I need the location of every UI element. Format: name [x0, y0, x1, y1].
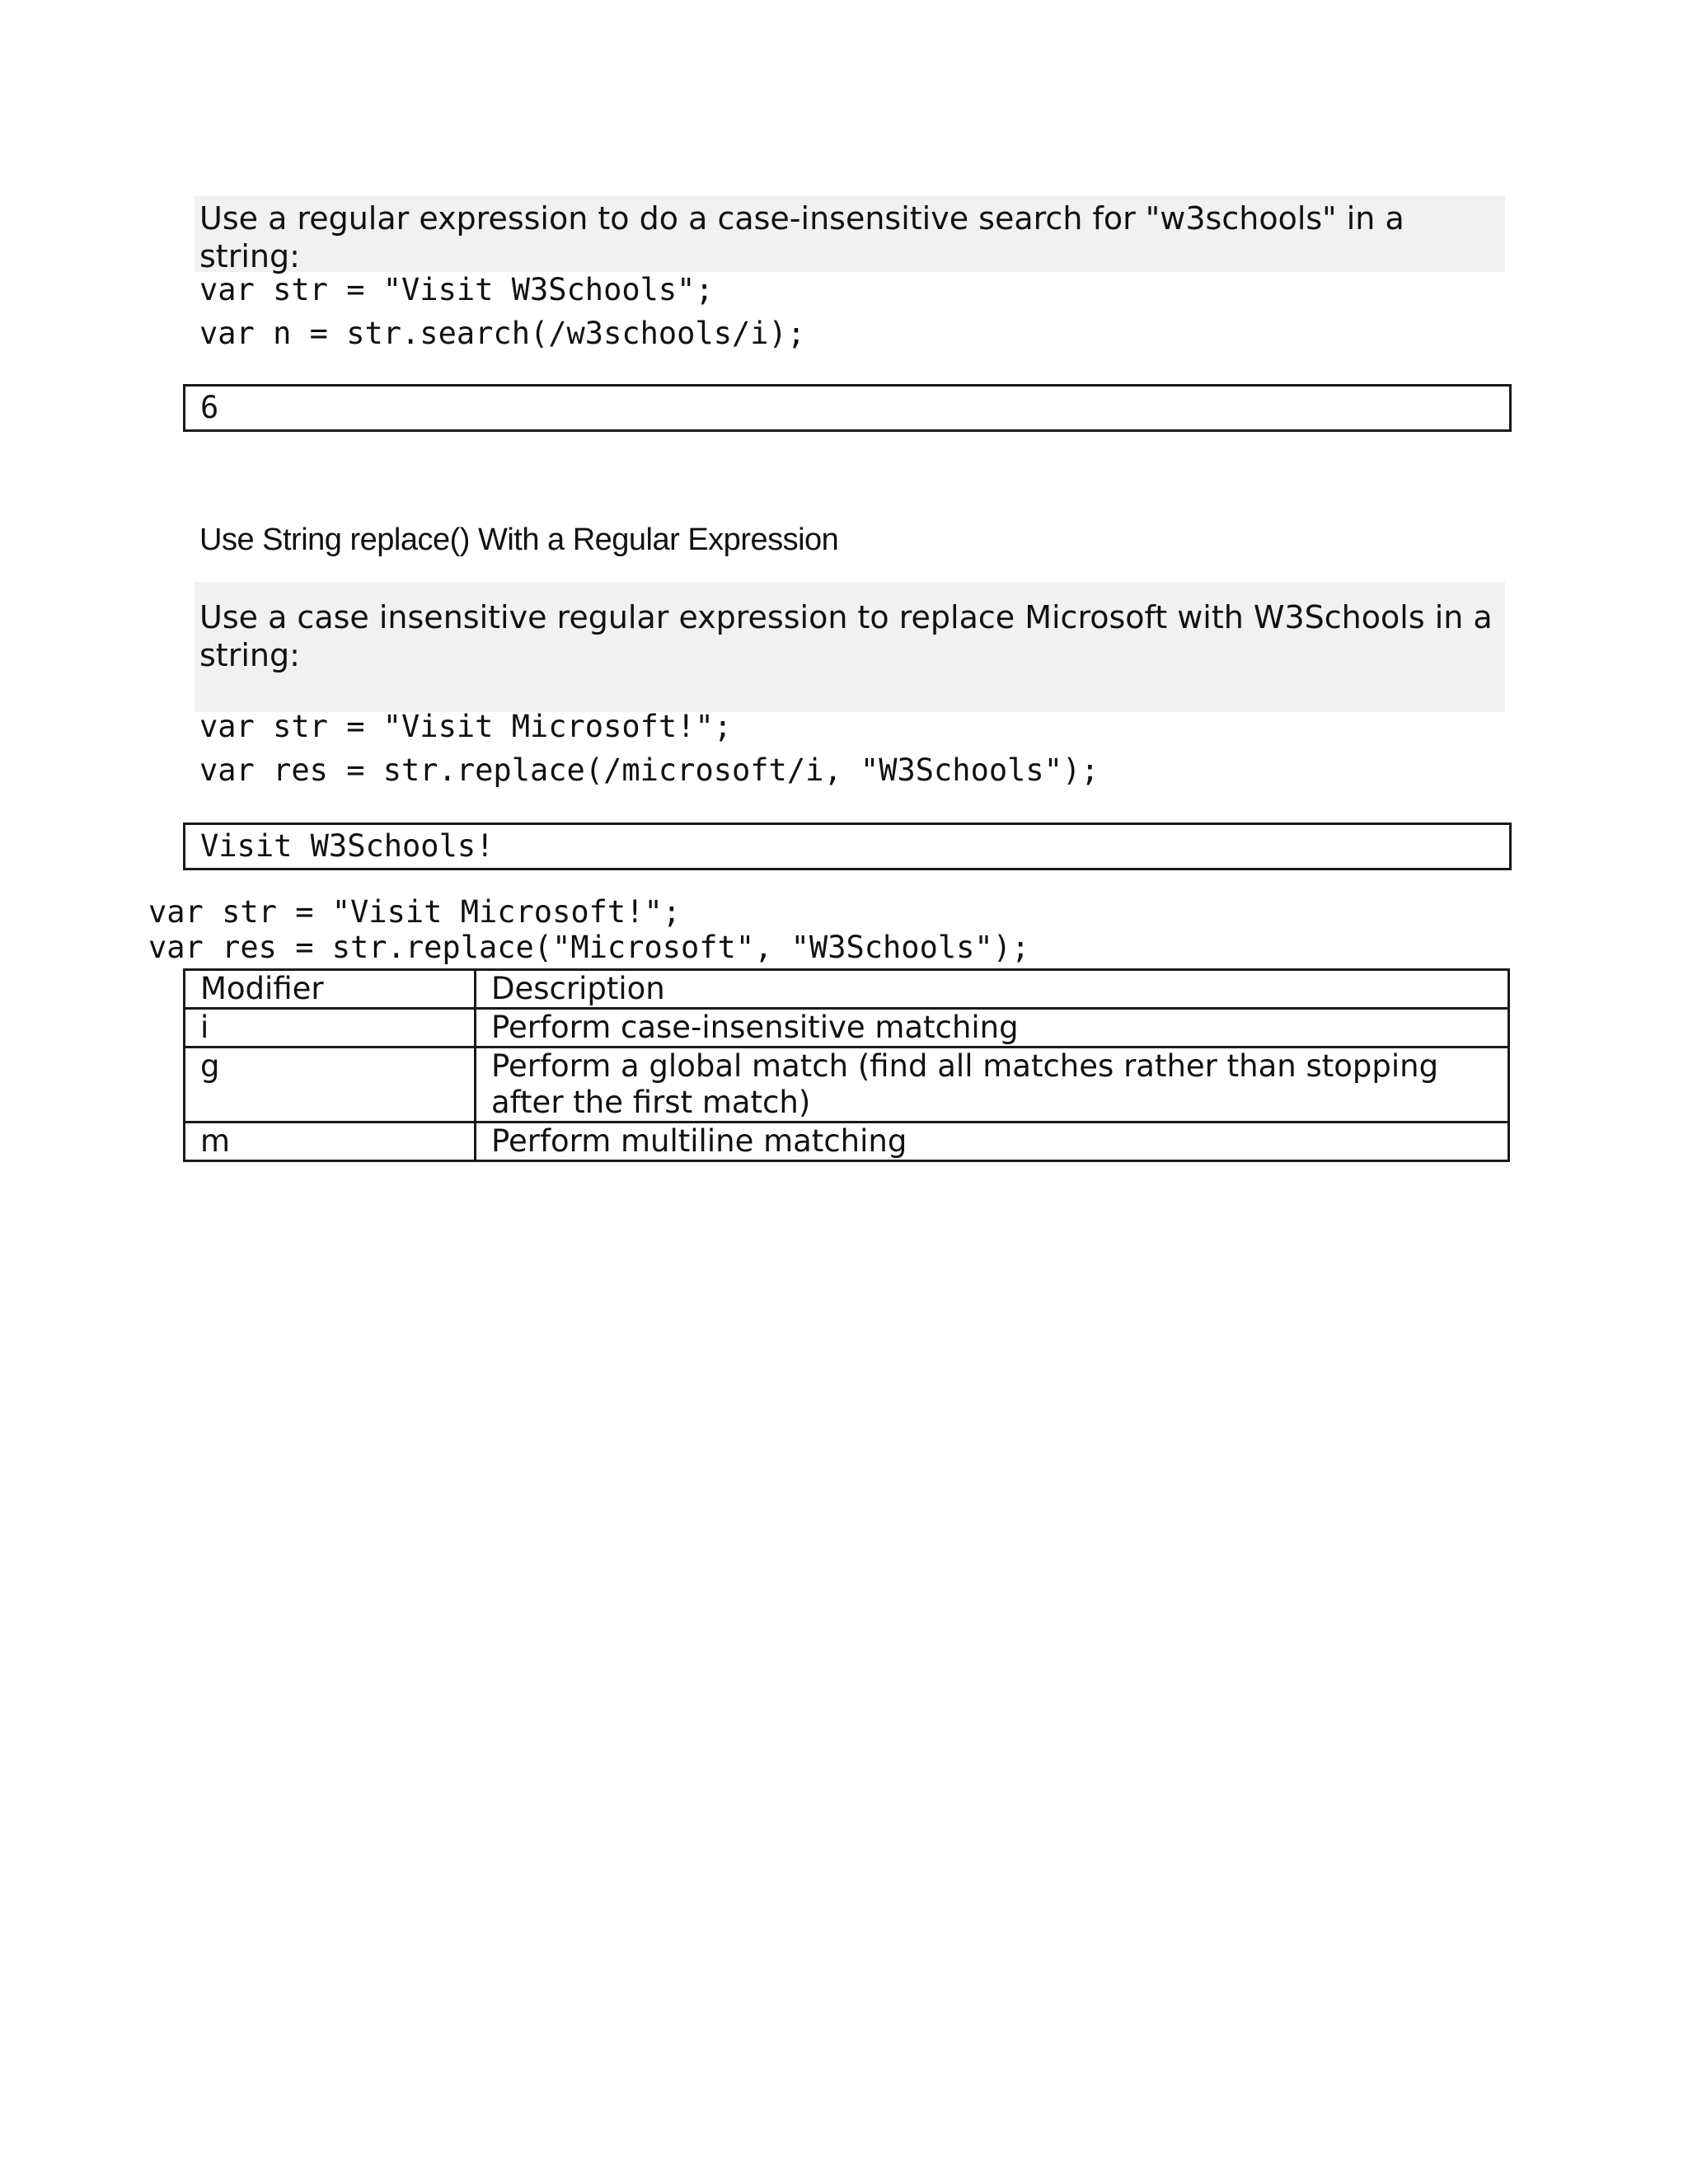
code-line: var str = "Visit Microsoft!"; [148, 894, 682, 930]
modifier-cell: i [185, 1009, 476, 1047]
table-row [185, 1047, 1509, 1122]
code-block-search [199, 268, 805, 355]
example-note-replace: Use a case insensitive regular expression to replace Microsoft with W3Schools in a string: [195, 582, 1505, 712]
code-line: var str = "Visit W3Schools"; [199, 272, 714, 307]
description-cell: Perform multiline matching [476, 1122, 1509, 1161]
result-box-replace: Visit W3Schools! [183, 823, 1512, 870]
result-box-search: 6 [183, 384, 1512, 432]
modifier-cell: m [185, 1122, 476, 1161]
header-description: Description [476, 970, 1509, 1009]
description-cell: Perform a global match (find all matches rather than stopping after the first match) [476, 1047, 1509, 1122]
section-heading-replace: Use String replace() With a Regular Expression [199, 523, 839, 557]
code-line: var str = "Visit Microsoft!"; [199, 709, 733, 744]
description-cell: Perform case-insensitive matching [476, 1009, 1509, 1047]
modifier-cell: g [185, 1047, 476, 1122]
header-modifier: Modifier [185, 970, 476, 1009]
code-line: var res = str.replace("Microsoft", "W3Schools"); [148, 930, 1030, 965]
code-line: var n = str.search(/w3schools/i); [199, 316, 806, 351]
modifiers-table [183, 968, 1510, 1162]
table-row [185, 1009, 1509, 1047]
code-block-replace-string [148, 894, 1029, 965]
table-row [185, 1122, 1509, 1161]
code-block-replace [199, 705, 1100, 792]
example-note-search: Use a regular expression to do a case-insensitive search for "w3schools" in a string: [195, 196, 1505, 272]
code-line: var res = str.replace(/microsoft/i, "W3Schools"); [199, 752, 1100, 788]
table-header-row [185, 970, 1509, 1009]
